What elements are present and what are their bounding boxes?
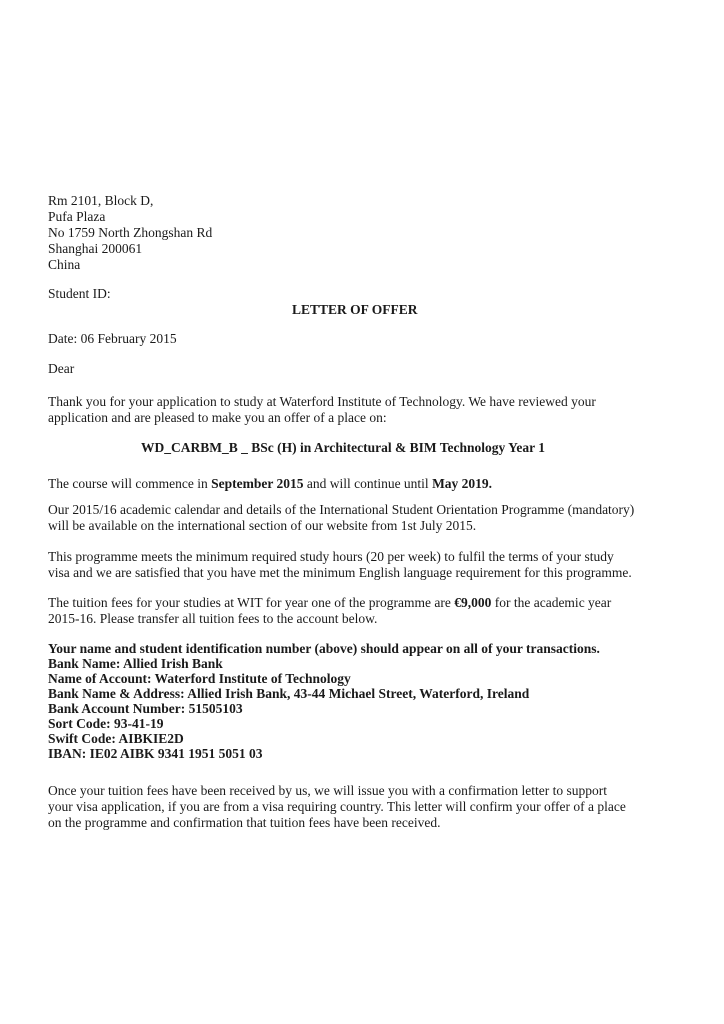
programme-line-2: visa and we are satisfied that you have met the minimum English language requirement for this programme. [48, 565, 632, 580]
fees-prefix: The tuition fees for your studies at WIT for year one of the programme are [48, 595, 455, 610]
bank-note: Your name and student identification number (above) should appear on all of your transactions. [48, 641, 600, 656]
account-name: Name of Account: Waterford Institute of Technology [48, 671, 351, 686]
calendar-line-1: Our 2015/16 academic calendar and details of the International Student Orientation Programme (mandatory) [48, 502, 635, 517]
address-line-4: Shanghai 200061 [48, 241, 143, 256]
address-line-3: No 1759 North Zhongshan Rd [48, 225, 213, 240]
intro-line-2: application and are pleased to make you an offer of a place on: [48, 410, 387, 425]
closing-line-2: your visa application, if you are from a visa requiring country. This letter will confirm your offer of a place [48, 799, 626, 814]
fees-line-1 [48, 595, 611, 611]
commence-start: September 2015 [211, 476, 304, 491]
commence-prefix: The course will commence in [48, 476, 212, 491]
bank-address: Bank Name & Address: Allied Irish Bank, 43-44 Michael Street, Waterford, Ireland [48, 686, 530, 701]
fees-suffix: for the academic year [491, 595, 612, 610]
commence-middle: and will continue until [303, 476, 433, 491]
fees-line-2: 2015-16. Please transfer all tuition fees to the account below. [48, 611, 378, 626]
intro-line-1: Thank you for your application to study at Waterford Institute of Technology. We have reviewed your [48, 394, 596, 409]
address-line-1: Rm 2101, Block D, [48, 193, 154, 208]
course-title: WD_CARBM_B _ BSc (H) in Architectural & BIM Technology Year 1 [141, 440, 545, 455]
commence-sentence [48, 476, 492, 492]
calendar-line-2: will be available on the international section of our website from 1st July 2015. [48, 518, 477, 533]
closing-line-1: Once your tuition fees have been received by us, we will issue you with a confirmation letter to support [48, 783, 607, 798]
account-number: Bank Account Number: 51505103 [48, 701, 243, 716]
student-id-label: Student ID: [48, 286, 111, 301]
fees-amount: €9,000 [454, 595, 492, 610]
sort-code: Sort Code: 93-41-19 [48, 716, 164, 731]
iban: IBAN: IE02 AIBK 9341 1951 5051 03 [48, 746, 263, 761]
bank-name: Bank Name: Allied Irish Bank [48, 656, 223, 671]
commence-end: May 2019. [432, 476, 493, 491]
address-line-2: Pufa Plaza [48, 209, 106, 224]
closing-line-3: on the programme and confirmation that tuition fees have been received. [48, 815, 441, 830]
letter-title: LETTER OF OFFER [292, 302, 418, 317]
address-line-5: China [48, 257, 81, 272]
letter-date: Date: 06 February 2015 [48, 331, 177, 346]
salutation: Dear [48, 361, 75, 376]
programme-line-1: This programme meets the minimum required study hours (20 per week) to fulfil the terms of your study [48, 549, 614, 564]
swift-code: Swift Code: AIBKIE2D [48, 731, 184, 746]
